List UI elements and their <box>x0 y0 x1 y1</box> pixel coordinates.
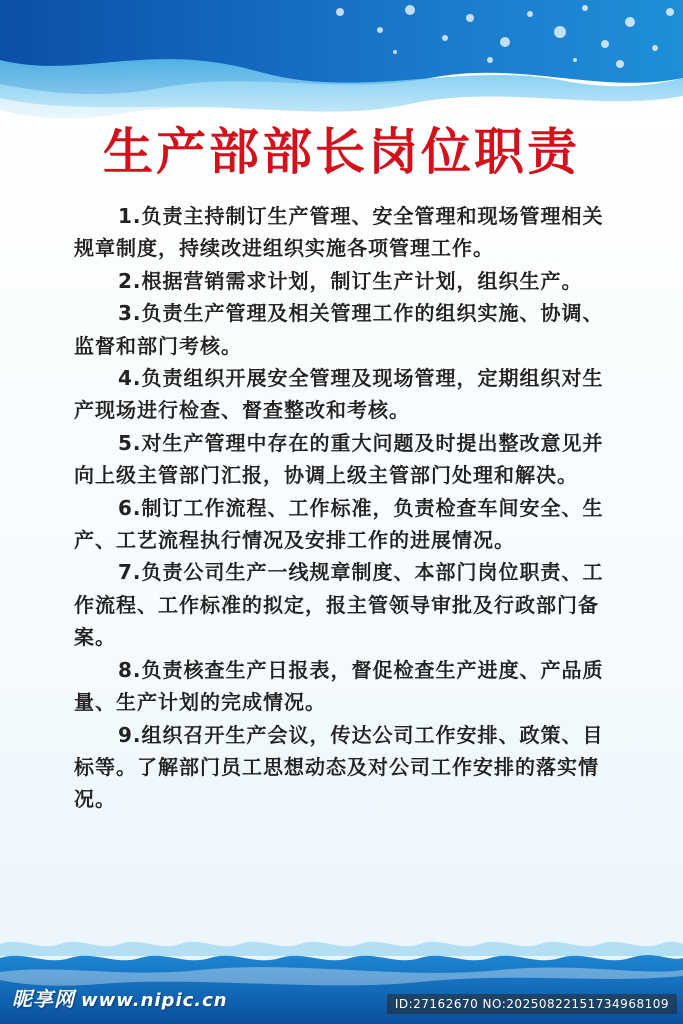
duty-item-6: 6.制订工作流程、工作标准，负责检查车间安全、生产、工艺流程执行情况及安排工作的进展情况。 <box>74 495 604 553</box>
watermark-bar <box>0 980 683 1024</box>
duty-list <box>74 200 614 816</box>
top-wave-decoration <box>0 0 683 130</box>
watermark-logo-text: 昵享网 <box>12 987 75 1011</box>
duty-item-3: 3.负责生产管理及相关管理工作的组织实施、协调、监督和部门考核。 <box>74 301 604 358</box>
page-title: 生产部部长岗位职责 <box>103 123 580 181</box>
duty-item-2: 2.根据营销需求计划，制订生产计划，组织生产。 <box>118 268 583 293</box>
watermark-id: ID:27162670 NO:20250822151734968109 <box>387 994 677 1014</box>
duty-item-4: 4.负责组织开展安全管理及现场管理，定期组织对生产现场进行检查、督查整改和考核。 <box>74 366 604 423</box>
watermark-logo <box>12 983 228 1012</box>
duty-item-1: 1.负责主持制订生产管理、安全管理和现场管理相关规章制度，持续改进组织实施各项管理工作。 <box>74 204 604 261</box>
duty-item-9: 9.组织召开生产会议，传达公司工作安排、政策、目标等。了解部门员工思想动态及对公司工作安排的落实情况。 <box>74 722 604 812</box>
duty-item-5: 5.对生产管理中存在的重大问题及时提出整改意见并向上级主管部门汇报，协调上级主管部门处理和解决。 <box>74 430 604 488</box>
duty-item-7: 7.负责公司生产一线规章制度、本部门岗位职责、工作流程、工作标准的拟定，报主管领导审批及行政部门备案。 <box>74 560 604 650</box>
duty-item-8: 8.负责核查生产日报表，督促检查生产进度、产品质量、生产计划的完成情况。 <box>74 657 604 715</box>
watermark-site: www.nipic.cn <box>81 990 228 1011</box>
